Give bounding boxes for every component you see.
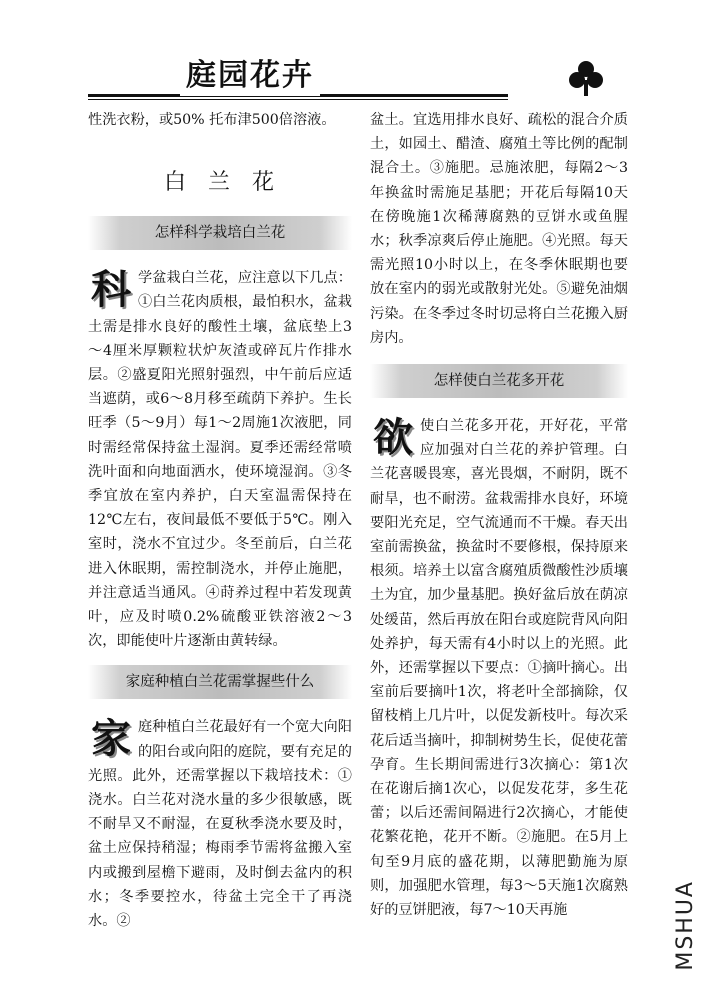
drop-cap: 科 — [91, 267, 131, 314]
intro-text: 性洗衣粉，或50% 托布津500倍溶液。 — [88, 112, 336, 128]
section-title: 白兰花 — [163, 170, 296, 196]
header-title: 庭园花卉 — [180, 56, 320, 96]
drop-cap: 欲 — [373, 415, 413, 462]
drop-cap: 家 — [91, 716, 131, 763]
paragraph-3 — [370, 414, 628, 922]
paragraph-2 — [88, 715, 352, 933]
paragraph-2-text: 庭种植白兰花最好有一个宽大向阳的阳台或向阳的庭院，要有充足的光照。此外，还需掌握以下栽培技术：①浇水。白兰花对浇水量的多少很敏感，既不耐旱又不耐湿，在夏秋季浇水要及时，盆土应保持稍湿；梅雨季节需将盆搬入室内或搬到屋檐下避雨，及时倒去盆内的积水；冬季要控水，待盆土完全干了再浇水。② — [88, 719, 352, 930]
subheading-bar-2: 家庭种植白兰花需掌握些什么 — [88, 665, 352, 699]
subheading-bar-3: 怎样使白兰花多开花 — [370, 364, 628, 398]
page-header — [88, 52, 648, 104]
watermark: MSHUA — [673, 880, 698, 971]
paragraph-0: 盆土。宜选用排水良好、疏松的混合介质土，如园土、醋渣、腐殖土等比例的配制混合土。③施肥。忌施浓肥，每隔2～3年换盆时需施足基肥；开花后每隔10天在傍晚施1次稀薄腐熟的豆饼水或鱼腥水；秋季凉爽后停止施肥。④光照。每天需光照10小时以上，在冬季休眠期也要放在室内的弱光或散射光处。⑤避免油烟污染。在冬季过冬时切忌将白兰花搬入厨房内。 — [370, 112, 628, 346]
subheading-bar-1: 怎样科学栽培白兰花 — [88, 216, 352, 250]
paragraph-3-text: 使白兰花多开花，开好花，平常应加强对白兰花的养护管理。白兰花喜暖畏寒，喜光畏烟，不耐阴，既不耐旱，也不耐涝。盆栽需排水良好，环境要阳光充足，空气流通而不干燥。春天出室前需换盆，换盆时不要修根，保持原来根须。培养土以富含腐殖质微酸性沙质壤土为宜，加少量基肥。换好盆后放在荫凉处缓苗，然后再放在阳台或庭院背风向阳处养护，每天需有4小时以上的光照。此外，还需掌握以下要点：①摘叶摘心。出室前后要摘叶1次，将老叶全部摘除，仅留枝梢上几片叶，以促发新枝叶。每次采花后适当摘叶，抑制树势生长，促使花蕾孕育。生长期间需进行3次摘心：第1次在花谢后摘1次心，以促发花芽，多生花蕾；以后还需间隔进行2次摘心，才能使花繁花艳，花开不断。②施肥。在5月上旬至9月底的盛花期，以薄肥勤施为原则，加强肥水管理，每3～5天施1次腐熟好的豆饼肥液，每7～10天再施 — [370, 418, 628, 919]
right-column — [370, 108, 628, 922]
header-rule-thin — [88, 99, 508, 100]
left-column — [88, 108, 352, 933]
clover-icon — [566, 58, 606, 98]
paragraph-1-text: 学盆栽白兰花，应注意以下几点：①白兰花肉质根，最怕积水，盆栽土需是排水良好的酸性土壤，盆底垫上3～4厘米厚颗粒状炉灰渣或碎瓦片作排水层。②盛夏阳光照射强烈，中午前后应适当遮荫，或6～8月移至疏荫下养护。生长旺季（5～9月）每1～2周施1次液肥，同时需经常保持盆土湿润。夏季还需经常喷洗叶面和向地面洒水，使环境湿润。③冬季宜放在室内养护，白天室温需保持在12℃左右，夜间最低不要低于5℃。刚入室时，浇水不宜过少。冬至前后，白兰花进入休眠期，需控制浇水，并停止施肥，并注意适当通风。④莳养过程中若发现黄叶，应及时喷0.2%硫酸亚铁溶液2～3次，即能使叶片逐渐由黄转绿。 — [88, 270, 352, 650]
paragraph-1 — [88, 266, 352, 653]
